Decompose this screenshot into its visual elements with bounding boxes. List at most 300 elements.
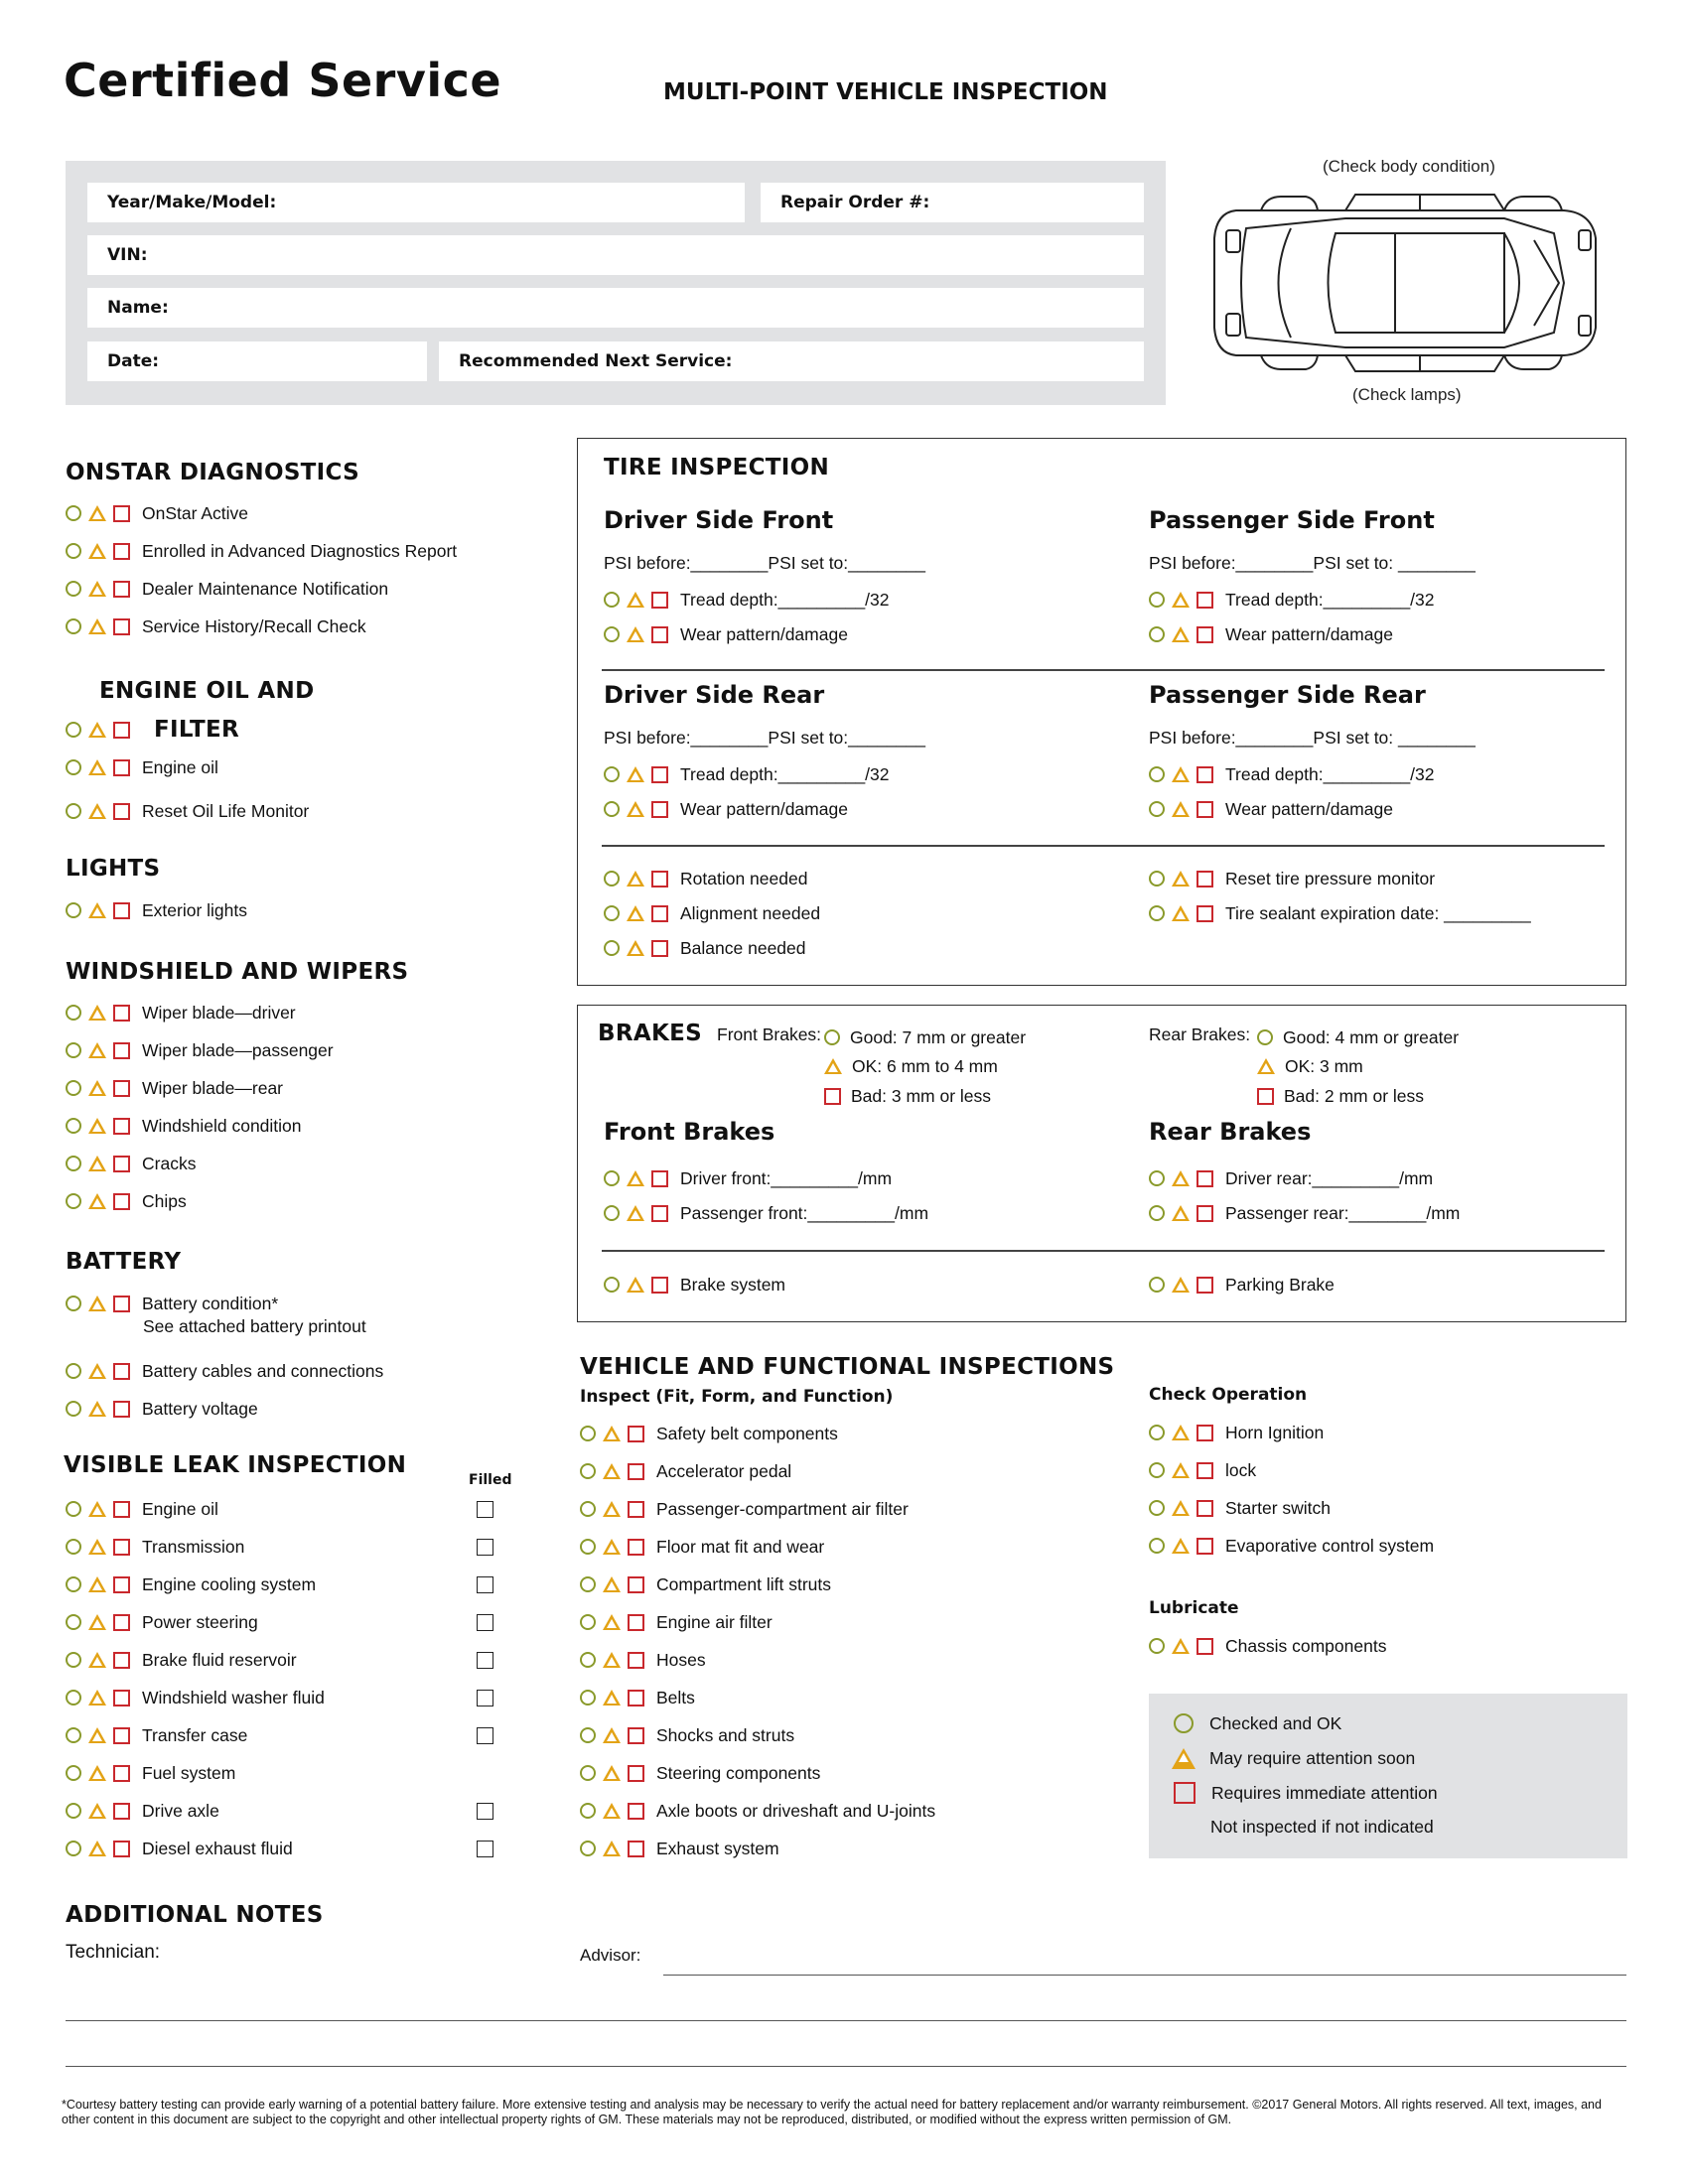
- ok-circle-icon[interactable]: [1149, 1170, 1165, 1186]
- status-indicators[interactable]: [580, 1426, 644, 1442]
- ok-circle-icon[interactable]: [1149, 1277, 1165, 1293]
- attention-triangle-icon[interactable]: [1172, 1277, 1190, 1293]
- psr-tread-row[interactable]: [1149, 762, 1435, 786]
- leak-item[interactable]: [66, 1610, 258, 1634]
- attention-triangle-icon[interactable]: [88, 759, 106, 775]
- immediate-square-icon[interactable]: [113, 1727, 130, 1744]
- attention-triangle-icon[interactable]: [603, 1501, 621, 1517]
- filled-checkbox[interactable]: [477, 1576, 493, 1593]
- tire-item[interactable]: [1149, 867, 1435, 890]
- status-indicators[interactable]: [66, 618, 130, 635]
- immediate-square-icon[interactable]: [1196, 871, 1213, 887]
- leak-item[interactable]: [66, 1723, 247, 1747]
- attention-triangle-icon[interactable]: [88, 1614, 106, 1630]
- immediate-square-icon[interactable]: [113, 618, 130, 635]
- immediate-square-icon[interactable]: [628, 1614, 644, 1631]
- windshield-item[interactable]: [66, 1001, 296, 1024]
- ok-circle-icon[interactable]: [66, 902, 81, 918]
- engine-oil-filter-item[interactable]: [66, 718, 239, 742]
- immediate-square-icon[interactable]: [113, 759, 130, 776]
- ok-circle-icon[interactable]: [604, 766, 620, 782]
- status-indicators[interactable]: [580, 1614, 644, 1631]
- immediate-square-icon[interactable]: [1196, 1425, 1213, 1441]
- tire-item[interactable]: [604, 901, 820, 925]
- leak-item[interactable]: [66, 1799, 219, 1823]
- status-indicators[interactable]: [1149, 871, 1213, 887]
- attention-triangle-icon[interactable]: [1172, 1170, 1190, 1186]
- next-service-field[interactable]: Recommended Next Service:: [439, 341, 1144, 381]
- attention-triangle-icon[interactable]: [88, 1501, 106, 1517]
- status-indicators[interactable]: [1149, 1205, 1213, 1222]
- status-indicators[interactable]: [1149, 1538, 1213, 1555]
- status-indicators[interactable]: [66, 759, 130, 776]
- immediate-square-icon[interactable]: [628, 1652, 644, 1669]
- attention-triangle-icon[interactable]: [88, 1652, 106, 1668]
- immediate-square-icon[interactable]: [113, 1193, 130, 1210]
- name-field[interactable]: Name:: [87, 288, 1144, 328]
- attention-triangle-icon[interactable]: [627, 905, 644, 921]
- attention-triangle-icon[interactable]: [603, 1426, 621, 1441]
- ok-circle-icon[interactable]: [66, 1156, 81, 1171]
- dsf-wear-row[interactable]: [604, 622, 848, 646]
- ok-circle-icon[interactable]: [66, 1803, 81, 1819]
- notes-line[interactable]: [66, 2020, 1626, 2021]
- immediate-square-icon[interactable]: [1196, 1500, 1213, 1517]
- ok-circle-icon[interactable]: [66, 1080, 81, 1096]
- status-indicators[interactable]: [66, 1690, 130, 1706]
- dsr-wear-row[interactable]: [604, 797, 848, 821]
- immediate-square-icon[interactable]: [1196, 1638, 1213, 1655]
- ok-circle-icon[interactable]: [580, 1727, 596, 1743]
- filled-checkbox[interactable]: [477, 1727, 493, 1744]
- status-indicators[interactable]: [1149, 1170, 1213, 1187]
- ok-circle-icon[interactable]: [580, 1652, 596, 1668]
- immediate-square-icon[interactable]: [1196, 801, 1213, 818]
- status-indicators[interactable]: [580, 1690, 644, 1706]
- ok-circle-icon[interactable]: [66, 1841, 81, 1856]
- attention-triangle-icon[interactable]: [88, 1363, 106, 1379]
- immediate-square-icon[interactable]: [113, 1080, 130, 1097]
- status-indicators[interactable]: [1149, 1277, 1213, 1294]
- status-indicators[interactable]: [66, 1401, 130, 1418]
- ok-circle-icon[interactable]: [604, 905, 620, 921]
- attention-triangle-icon[interactable]: [603, 1652, 621, 1668]
- immediate-square-icon[interactable]: [113, 505, 130, 522]
- attention-triangle-icon[interactable]: [88, 1118, 106, 1134]
- immediate-square-icon[interactable]: [628, 1727, 644, 1744]
- windshield-item[interactable]: [66, 1114, 302, 1138]
- attention-triangle-icon[interactable]: [88, 581, 106, 597]
- status-indicators[interactable]: [580, 1765, 644, 1782]
- immediate-square-icon[interactable]: [628, 1765, 644, 1782]
- ok-circle-icon[interactable]: [66, 581, 81, 597]
- ok-circle-icon[interactable]: [66, 1193, 81, 1209]
- check-operation-item[interactable]: [1149, 1458, 1256, 1482]
- vin-field[interactable]: VIN:: [87, 235, 1144, 275]
- immediate-square-icon[interactable]: [1196, 1538, 1213, 1555]
- status-indicators[interactable]: [604, 940, 668, 957]
- attention-triangle-icon[interactable]: [603, 1765, 621, 1781]
- ok-circle-icon[interactable]: [604, 871, 620, 887]
- status-indicators[interactable]: [66, 902, 130, 919]
- ok-circle-icon[interactable]: [66, 1727, 81, 1743]
- attention-triangle-icon[interactable]: [603, 1841, 621, 1856]
- lubricate-item[interactable]: [1149, 1634, 1386, 1658]
- status-indicators[interactable]: [1149, 1500, 1213, 1517]
- ok-circle-icon[interactable]: [66, 722, 81, 738]
- attention-triangle-icon[interactable]: [627, 871, 644, 887]
- status-indicators[interactable]: [66, 1803, 130, 1820]
- ok-circle-icon[interactable]: [66, 1296, 81, 1311]
- vehicle-item[interactable]: [580, 1459, 791, 1483]
- attention-triangle-icon[interactable]: [627, 801, 644, 817]
- status-indicators[interactable]: [66, 1727, 130, 1744]
- year-make-model-field[interactable]: Year/Make/Model:: [87, 183, 745, 222]
- windshield-item[interactable]: [66, 1076, 283, 1100]
- immediate-square-icon[interactable]: [113, 803, 130, 820]
- immediate-square-icon[interactable]: [113, 1156, 130, 1172]
- ok-circle-icon[interactable]: [580, 1501, 596, 1517]
- filled-checkbox[interactable]: [477, 1652, 493, 1669]
- immediate-square-icon[interactable]: [628, 1539, 644, 1556]
- psf-psi[interactable]: PSI before:________PSI set to: ________: [1149, 553, 1476, 573]
- attention-triangle-icon[interactable]: [627, 940, 644, 956]
- immediate-square-icon[interactable]: [1196, 766, 1213, 783]
- vehicle-item[interactable]: [580, 1799, 935, 1823]
- attention-triangle-icon[interactable]: [603, 1690, 621, 1706]
- filled-checkbox[interactable]: [477, 1803, 493, 1820]
- brake-system-row[interactable]: [604, 1273, 785, 1297]
- dsr-psi[interactable]: PSI before:________PSI set to:________: [604, 728, 926, 748]
- attention-triangle-icon[interactable]: [627, 1170, 644, 1186]
- ok-circle-icon[interactable]: [66, 1363, 81, 1379]
- leak-item[interactable]: [66, 1572, 316, 1596]
- attention-triangle-icon[interactable]: [1172, 1205, 1190, 1221]
- immediate-square-icon[interactable]: [651, 766, 668, 783]
- passenger-rear-row[interactable]: [1149, 1201, 1460, 1225]
- status-indicators[interactable]: [66, 1614, 130, 1631]
- immediate-square-icon[interactable]: [628, 1501, 644, 1518]
- attention-triangle-icon[interactable]: [88, 1080, 106, 1096]
- ok-circle-icon[interactable]: [66, 618, 81, 634]
- status-indicators[interactable]: [66, 505, 130, 522]
- immediate-square-icon[interactable]: [113, 1803, 130, 1820]
- immediate-square-icon[interactable]: [1196, 905, 1213, 922]
- attention-triangle-icon[interactable]: [88, 1803, 106, 1819]
- ok-circle-icon[interactable]: [66, 1576, 81, 1592]
- ok-circle-icon[interactable]: [580, 1539, 596, 1555]
- status-indicators[interactable]: [66, 1363, 130, 1380]
- ok-circle-icon[interactable]: [66, 1690, 81, 1706]
- leak-item[interactable]: [66, 1686, 325, 1709]
- immediate-square-icon[interactable]: [113, 902, 130, 919]
- tire-item[interactable]: [604, 936, 806, 960]
- status-indicators[interactable]: [66, 1042, 130, 1059]
- leak-item[interactable]: [66, 1761, 235, 1785]
- ok-circle-icon[interactable]: [1149, 1425, 1165, 1440]
- attention-triangle-icon[interactable]: [603, 1803, 621, 1819]
- status-indicators[interactable]: [66, 1296, 130, 1312]
- engine-oil-item[interactable]: [66, 799, 309, 823]
- ok-circle-icon[interactable]: [66, 1501, 81, 1517]
- attention-triangle-icon[interactable]: [1172, 626, 1190, 642]
- immediate-square-icon[interactable]: [113, 1363, 130, 1380]
- status-indicators[interactable]: [66, 543, 130, 560]
- attention-triangle-icon[interactable]: [88, 543, 106, 559]
- attention-triangle-icon[interactable]: [603, 1614, 621, 1630]
- leak-item[interactable]: [66, 1837, 293, 1860]
- ok-circle-icon[interactable]: [66, 759, 81, 775]
- attention-triangle-icon[interactable]: [88, 1156, 106, 1171]
- attention-triangle-icon[interactable]: [1172, 1462, 1190, 1478]
- attention-triangle-icon[interactable]: [88, 1576, 106, 1592]
- immediate-square-icon[interactable]: [628, 1426, 644, 1442]
- immediate-square-icon[interactable]: [113, 1690, 130, 1706]
- attention-triangle-icon[interactable]: [88, 505, 106, 521]
- attention-triangle-icon[interactable]: [627, 1205, 644, 1221]
- tire-item[interactable]: [1149, 901, 1531, 925]
- ok-circle-icon[interactable]: [1149, 801, 1165, 817]
- attention-triangle-icon[interactable]: [1172, 1638, 1190, 1654]
- status-indicators[interactable]: [1149, 766, 1213, 783]
- status-indicators[interactable]: [66, 1652, 130, 1669]
- driver-front-row[interactable]: [604, 1166, 892, 1190]
- status-indicators[interactable]: [604, 801, 668, 818]
- battery-item[interactable]: [66, 1359, 383, 1383]
- ok-circle-icon[interactable]: [580, 1690, 596, 1706]
- ok-circle-icon[interactable]: [1149, 1538, 1165, 1554]
- onstar-item[interactable]: [66, 539, 457, 563]
- status-indicators[interactable]: [604, 592, 668, 609]
- vehicle-item[interactable]: [580, 1535, 824, 1559]
- immediate-square-icon[interactable]: [113, 1614, 130, 1631]
- immediate-square-icon[interactable]: [651, 1170, 668, 1187]
- immediate-square-icon[interactable]: [113, 1652, 130, 1669]
- check-operation-item[interactable]: [1149, 1496, 1331, 1520]
- date-field[interactable]: Date:: [87, 341, 427, 381]
- status-indicators[interactable]: [66, 1193, 130, 1210]
- attention-triangle-icon[interactable]: [88, 1401, 106, 1417]
- attention-triangle-icon[interactable]: [627, 626, 644, 642]
- immediate-square-icon[interactable]: [651, 801, 668, 818]
- ok-circle-icon[interactable]: [580, 1614, 596, 1630]
- status-indicators[interactable]: [604, 626, 668, 643]
- ok-circle-icon[interactable]: [1149, 871, 1165, 887]
- attention-triangle-icon[interactable]: [603, 1539, 621, 1555]
- status-indicators[interactable]: [66, 1539, 130, 1556]
- ok-circle-icon[interactable]: [1149, 1500, 1165, 1516]
- status-indicators[interactable]: [1149, 801, 1213, 818]
- attention-triangle-icon[interactable]: [88, 1193, 106, 1209]
- ok-circle-icon[interactable]: [1149, 1205, 1165, 1221]
- onstar-item[interactable]: [66, 614, 366, 638]
- immediate-square-icon[interactable]: [113, 1042, 130, 1059]
- ok-circle-icon[interactable]: [604, 626, 620, 642]
- attention-triangle-icon[interactable]: [88, 1042, 106, 1058]
- attention-triangle-icon[interactable]: [627, 592, 644, 608]
- attention-triangle-icon[interactable]: [88, 722, 106, 738]
- immediate-square-icon[interactable]: [628, 1803, 644, 1820]
- immediate-square-icon[interactable]: [1196, 626, 1213, 643]
- status-indicators[interactable]: [580, 1501, 644, 1518]
- windshield-item[interactable]: [66, 1038, 334, 1062]
- vehicle-item[interactable]: [580, 1686, 695, 1709]
- vehicle-item[interactable]: [580, 1837, 779, 1860]
- status-indicators[interactable]: [604, 1277, 668, 1294]
- ok-circle-icon[interactable]: [1149, 1638, 1165, 1654]
- attention-triangle-icon[interactable]: [627, 766, 644, 782]
- immediate-square-icon[interactable]: [113, 1501, 130, 1518]
- status-indicators[interactable]: [66, 1501, 130, 1518]
- status-indicators[interactable]: [66, 1765, 130, 1782]
- ok-circle-icon[interactable]: [66, 1614, 81, 1630]
- driver-rear-row[interactable]: [1149, 1166, 1433, 1190]
- leak-item[interactable]: [66, 1648, 297, 1672]
- ok-circle-icon[interactable]: [580, 1426, 596, 1441]
- vehicle-item[interactable]: [580, 1422, 838, 1445]
- ok-circle-icon[interactable]: [1149, 766, 1165, 782]
- status-indicators[interactable]: [604, 1205, 668, 1222]
- status-indicators[interactable]: [604, 905, 668, 922]
- status-indicators[interactable]: [580, 1727, 644, 1744]
- ok-circle-icon[interactable]: [580, 1803, 596, 1819]
- ok-circle-icon[interactable]: [604, 1205, 620, 1221]
- attention-triangle-icon[interactable]: [88, 1841, 106, 1856]
- check-operation-item[interactable]: [1149, 1421, 1324, 1444]
- immediate-square-icon[interactable]: [113, 1296, 130, 1312]
- ok-circle-icon[interactable]: [66, 1539, 81, 1555]
- status-indicators[interactable]: [66, 803, 130, 820]
- attention-triangle-icon[interactable]: [627, 1277, 644, 1293]
- status-indicators[interactable]: [1149, 1425, 1213, 1441]
- status-indicators[interactable]: [580, 1652, 644, 1669]
- immediate-square-icon[interactable]: [113, 581, 130, 598]
- immediate-square-icon[interactable]: [113, 543, 130, 560]
- attention-triangle-icon[interactable]: [88, 1727, 106, 1743]
- ok-circle-icon[interactable]: [1149, 905, 1165, 921]
- ok-circle-icon[interactable]: [1149, 626, 1165, 642]
- attention-triangle-icon[interactable]: [603, 1463, 621, 1479]
- psr-wear-row[interactable]: [1149, 797, 1393, 821]
- vehicle-item[interactable]: [580, 1761, 820, 1785]
- filled-checkbox[interactable]: [477, 1690, 493, 1706]
- ok-circle-icon[interactable]: [66, 1042, 81, 1058]
- attention-triangle-icon[interactable]: [603, 1727, 621, 1743]
- ok-circle-icon[interactable]: [66, 1401, 81, 1417]
- status-indicators[interactable]: [580, 1841, 644, 1857]
- ok-circle-icon[interactable]: [604, 592, 620, 608]
- leak-item[interactable]: [66, 1535, 244, 1559]
- attention-triangle-icon[interactable]: [88, 1539, 106, 1555]
- immediate-square-icon[interactable]: [1196, 1205, 1213, 1222]
- immediate-square-icon[interactable]: [651, 940, 668, 957]
- attention-triangle-icon[interactable]: [603, 1576, 621, 1592]
- status-indicators[interactable]: [66, 1576, 130, 1593]
- attention-triangle-icon[interactable]: [88, 1296, 106, 1311]
- vehicle-item[interactable]: [580, 1572, 831, 1596]
- attention-triangle-icon[interactable]: [1172, 905, 1190, 921]
- dsf-psi[interactable]: PSI before:________PSI set to:________: [604, 553, 926, 573]
- immediate-square-icon[interactable]: [113, 1765, 130, 1782]
- ok-circle-icon[interactable]: [66, 1652, 81, 1668]
- ok-circle-icon[interactable]: [604, 1277, 620, 1293]
- status-indicators[interactable]: [580, 1463, 644, 1480]
- immediate-square-icon[interactable]: [651, 592, 668, 609]
- ok-circle-icon[interactable]: [604, 801, 620, 817]
- attention-triangle-icon[interactable]: [1172, 592, 1190, 608]
- lights-item[interactable]: [66, 898, 247, 922]
- attention-triangle-icon[interactable]: [1172, 766, 1190, 782]
- immediate-square-icon[interactable]: [1196, 592, 1213, 609]
- immediate-square-icon[interactable]: [651, 1277, 668, 1294]
- psr-psi[interactable]: PSI before:________PSI set to: ________: [1149, 728, 1476, 748]
- status-indicators[interactable]: [66, 581, 130, 598]
- attention-triangle-icon[interactable]: [88, 902, 106, 918]
- immediate-square-icon[interactable]: [1196, 1170, 1213, 1187]
- status-indicators[interactable]: [604, 766, 668, 783]
- psf-wear-row[interactable]: [1149, 622, 1393, 646]
- filled-checkbox[interactable]: [477, 1501, 493, 1518]
- immediate-square-icon[interactable]: [628, 1576, 644, 1593]
- immediate-square-icon[interactable]: [113, 1401, 130, 1418]
- attention-triangle-icon[interactable]: [88, 618, 106, 634]
- attention-triangle-icon[interactable]: [88, 803, 106, 819]
- status-indicators[interactable]: [1149, 1638, 1213, 1655]
- status-indicators[interactable]: [1149, 592, 1213, 609]
- attention-triangle-icon[interactable]: [1172, 1538, 1190, 1554]
- ok-circle-icon[interactable]: [580, 1576, 596, 1592]
- status-indicators[interactable]: [580, 1576, 644, 1593]
- onstar-item[interactable]: [66, 501, 248, 525]
- engine-oil-item[interactable]: [66, 755, 218, 779]
- status-indicators[interactable]: [66, 1005, 130, 1022]
- status-indicators[interactable]: [580, 1803, 644, 1820]
- ok-circle-icon[interactable]: [66, 1118, 81, 1134]
- ok-circle-icon[interactable]: [66, 505, 81, 521]
- onstar-item[interactable]: [66, 577, 388, 601]
- vehicle-item[interactable]: [580, 1497, 909, 1521]
- advisor-signature-line[interactable]: [663, 1975, 1626, 1976]
- filled-checkbox[interactable]: [477, 1614, 493, 1631]
- ok-circle-icon[interactable]: [580, 1765, 596, 1781]
- check-operation-item[interactable]: [1149, 1534, 1434, 1558]
- immediate-square-icon[interactable]: [113, 1118, 130, 1135]
- vehicle-item[interactable]: [580, 1648, 706, 1672]
- status-indicators[interactable]: [66, 1156, 130, 1172]
- attention-triangle-icon[interactable]: [1172, 1500, 1190, 1516]
- status-indicators[interactable]: [66, 722, 130, 739]
- status-indicators[interactable]: [1149, 905, 1213, 922]
- attention-triangle-icon[interactable]: [88, 1005, 106, 1021]
- immediate-square-icon[interactable]: [113, 1539, 130, 1556]
- status-indicators[interactable]: [1149, 1462, 1213, 1479]
- immediate-square-icon[interactable]: [628, 1690, 644, 1706]
- ok-circle-icon[interactable]: [580, 1463, 596, 1479]
- attention-triangle-icon[interactable]: [88, 1765, 106, 1781]
- attention-triangle-icon[interactable]: [1172, 871, 1190, 887]
- dsf-tread-row[interactable]: [604, 588, 890, 612]
- status-indicators[interactable]: [604, 1170, 668, 1187]
- status-indicators[interactable]: [604, 871, 668, 887]
- battery-item[interactable]: [66, 1397, 258, 1421]
- ok-circle-icon[interactable]: [66, 1765, 81, 1781]
- leak-item[interactable]: [66, 1497, 218, 1521]
- status-indicators[interactable]: [66, 1841, 130, 1857]
- battery-item[interactable]: [66, 1292, 278, 1315]
- immediate-square-icon[interactable]: [113, 1005, 130, 1022]
- ok-circle-icon[interactable]: [1149, 1462, 1165, 1478]
- immediate-square-icon[interactable]: [113, 1576, 130, 1593]
